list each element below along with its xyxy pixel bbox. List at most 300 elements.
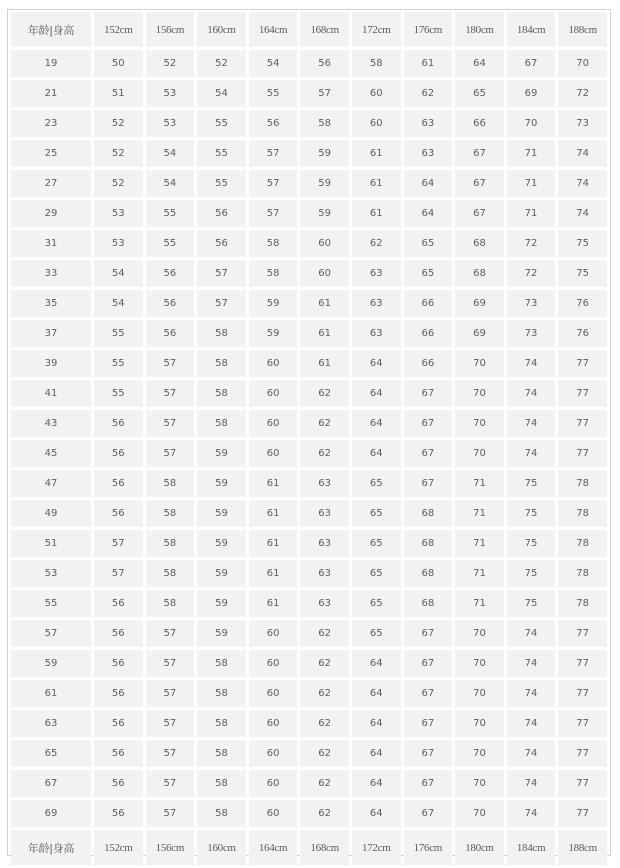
weight-cell: 64 xyxy=(352,350,401,377)
weight-cell: 71 xyxy=(507,170,556,197)
table-row xyxy=(11,200,607,227)
weight-cell: 56 xyxy=(94,470,143,497)
weight-cell: 63 xyxy=(352,290,401,317)
age-cell: 63 xyxy=(11,710,91,737)
weight-cell: 56 xyxy=(94,710,143,737)
weight-cell: 56 xyxy=(94,500,143,527)
weight-cell: 56 xyxy=(146,260,195,287)
weight-cell: 59 xyxy=(249,290,298,317)
age-cell: 39 xyxy=(11,350,91,377)
weight-cell: 61 xyxy=(300,290,349,317)
weight-cell: 61 xyxy=(300,350,349,377)
weight-cell: 66 xyxy=(404,290,453,317)
column-header: 184cm xyxy=(507,12,556,47)
age-cell: 69 xyxy=(11,800,91,827)
weight-cell: 61 xyxy=(249,530,298,557)
weight-cell: 62 xyxy=(300,380,349,407)
weight-cell: 61 xyxy=(249,560,298,587)
weight-cell: 60 xyxy=(249,380,298,407)
weight-cell: 57 xyxy=(146,800,195,827)
weight-cell: 70 xyxy=(455,440,504,467)
weight-cell: 55 xyxy=(146,230,195,257)
weight-cell: 64 xyxy=(455,50,504,77)
weight-cell: 60 xyxy=(300,230,349,257)
table-row xyxy=(11,320,607,347)
weight-cell: 56 xyxy=(94,650,143,677)
weight-cell: 67 xyxy=(404,800,453,827)
column-header: 176cm xyxy=(404,12,453,47)
weight-cell: 67 xyxy=(455,200,504,227)
column-footer: 180cm xyxy=(455,830,504,865)
weight-cell: 57 xyxy=(300,80,349,107)
footer-row xyxy=(11,830,607,865)
table-row xyxy=(11,140,607,167)
weight-cell: 67 xyxy=(455,140,504,167)
weight-cell: 56 xyxy=(300,50,349,77)
weight-height-table-container xyxy=(7,9,611,856)
weight-cell: 60 xyxy=(249,620,298,647)
weight-cell: 70 xyxy=(455,710,504,737)
weight-cell: 64 xyxy=(352,710,401,737)
weight-cell: 61 xyxy=(249,590,298,617)
weight-cell: 62 xyxy=(300,710,349,737)
weight-cell: 58 xyxy=(197,410,246,437)
weight-cell: 53 xyxy=(94,200,143,227)
weight-cell: 65 xyxy=(352,620,401,647)
weight-cell: 59 xyxy=(197,530,246,557)
weight-cell: 75 xyxy=(507,530,556,557)
weight-cell: 64 xyxy=(352,410,401,437)
weight-cell: 74 xyxy=(507,650,556,677)
weight-cell: 64 xyxy=(352,380,401,407)
weight-cell: 70 xyxy=(455,740,504,767)
table-row xyxy=(11,740,607,767)
weight-cell: 78 xyxy=(558,470,607,497)
weight-cell: 67 xyxy=(404,770,453,797)
weight-cell: 70 xyxy=(455,800,504,827)
table-row xyxy=(11,710,607,737)
weight-cell: 58 xyxy=(197,350,246,377)
age-cell: 29 xyxy=(11,200,91,227)
weight-cell: 58 xyxy=(146,500,195,527)
table-row xyxy=(11,470,607,497)
weight-cell: 78 xyxy=(558,500,607,527)
age-cell: 53 xyxy=(11,560,91,587)
age-cell: 65 xyxy=(11,740,91,767)
weight-cell: 60 xyxy=(249,680,298,707)
column-header: 172cm xyxy=(352,12,401,47)
weight-cell: 63 xyxy=(404,140,453,167)
weight-cell: 67 xyxy=(404,380,453,407)
age-cell: 45 xyxy=(11,440,91,467)
header-row xyxy=(11,12,607,47)
weight-cell: 77 xyxy=(558,410,607,437)
age-cell: 57 xyxy=(11,620,91,647)
table-row xyxy=(11,230,607,257)
table-row xyxy=(11,500,607,527)
weight-cell: 60 xyxy=(249,710,298,737)
weight-cell: 63 xyxy=(300,560,349,587)
weight-cell: 58 xyxy=(197,320,246,347)
weight-cell: 75 xyxy=(558,230,607,257)
weight-cell: 56 xyxy=(94,410,143,437)
weight-cell: 54 xyxy=(94,290,143,317)
weight-cell: 60 xyxy=(352,110,401,137)
age-cell: 23 xyxy=(11,110,91,137)
weight-cell: 58 xyxy=(249,260,298,287)
weight-cell: 59 xyxy=(300,140,349,167)
weight-cell: 57 xyxy=(197,260,246,287)
weight-cell: 61 xyxy=(300,320,349,347)
weight-cell: 64 xyxy=(352,800,401,827)
weight-cell: 54 xyxy=(146,140,195,167)
weight-cell: 59 xyxy=(197,500,246,527)
weight-cell: 68 xyxy=(404,530,453,557)
weight-cell: 73 xyxy=(507,290,556,317)
weight-cell: 55 xyxy=(197,140,246,167)
weight-cell: 64 xyxy=(352,440,401,467)
weight-cell: 59 xyxy=(300,200,349,227)
weight-cell: 74 xyxy=(507,770,556,797)
table-row xyxy=(11,800,607,827)
weight-cell: 65 xyxy=(352,500,401,527)
weight-cell: 70 xyxy=(455,410,504,437)
age-cell: 55 xyxy=(11,590,91,617)
weight-cell: 63 xyxy=(300,590,349,617)
weight-cell: 60 xyxy=(249,410,298,437)
weight-cell: 58 xyxy=(249,230,298,257)
age-cell: 33 xyxy=(11,260,91,287)
weight-cell: 64 xyxy=(352,770,401,797)
weight-cell: 71 xyxy=(507,140,556,167)
weight-cell: 65 xyxy=(404,260,453,287)
table-row xyxy=(11,110,607,137)
weight-cell: 71 xyxy=(455,470,504,497)
weight-cell: 75 xyxy=(507,470,556,497)
weight-cell: 60 xyxy=(249,650,298,677)
column-footer: 172cm xyxy=(352,830,401,865)
weight-cell: 65 xyxy=(455,80,504,107)
age-cell: 31 xyxy=(11,230,91,257)
table-row xyxy=(11,290,607,317)
weight-cell: 56 xyxy=(94,590,143,617)
weight-cell: 58 xyxy=(146,470,195,497)
weight-cell: 59 xyxy=(197,470,246,497)
table-row xyxy=(11,380,607,407)
weight-cell: 56 xyxy=(146,290,195,317)
weight-cell: 53 xyxy=(146,110,195,137)
weight-cell: 75 xyxy=(507,560,556,587)
weight-cell: 63 xyxy=(352,260,401,287)
table-row xyxy=(11,170,607,197)
weight-cell: 67 xyxy=(404,410,453,437)
weight-cell: 69 xyxy=(455,290,504,317)
weight-cell: 64 xyxy=(404,170,453,197)
weight-cell: 57 xyxy=(146,740,195,767)
weight-cell: 61 xyxy=(249,470,298,497)
age-cell: 51 xyxy=(11,530,91,557)
weight-cell: 77 xyxy=(558,380,607,407)
weight-cell: 57 xyxy=(146,710,195,737)
weight-cell: 70 xyxy=(455,380,504,407)
weight-cell: 61 xyxy=(352,140,401,167)
weight-cell: 60 xyxy=(249,740,298,767)
column-footer: 152cm xyxy=(94,830,143,865)
weight-cell: 78 xyxy=(558,530,607,557)
weight-cell: 70 xyxy=(455,770,504,797)
weight-cell: 58 xyxy=(197,770,246,797)
weight-cell: 61 xyxy=(249,500,298,527)
weight-cell: 75 xyxy=(507,500,556,527)
column-footer: 160cm xyxy=(197,830,246,865)
weight-cell: 67 xyxy=(404,710,453,737)
weight-cell: 52 xyxy=(146,50,195,77)
corner-footer: 年龄|身高 xyxy=(11,830,91,865)
weight-cell: 70 xyxy=(507,110,556,137)
weight-cell: 77 xyxy=(558,710,607,737)
weight-cell: 67 xyxy=(404,470,453,497)
weight-cell: 69 xyxy=(455,320,504,347)
weight-cell: 56 xyxy=(146,320,195,347)
weight-cell: 54 xyxy=(94,260,143,287)
weight-cell: 55 xyxy=(249,80,298,107)
table-row xyxy=(11,80,607,107)
weight-cell: 54 xyxy=(197,80,246,107)
weight-cell: 74 xyxy=(507,740,556,767)
weight-cell: 55 xyxy=(94,380,143,407)
weight-cell: 72 xyxy=(558,80,607,107)
age-cell: 37 xyxy=(11,320,91,347)
weight-cell: 67 xyxy=(404,650,453,677)
weight-cell: 63 xyxy=(300,530,349,557)
table-row xyxy=(11,560,607,587)
age-cell: 47 xyxy=(11,470,91,497)
weight-cell: 65 xyxy=(404,230,453,257)
weight-cell: 63 xyxy=(300,500,349,527)
column-header: 164cm xyxy=(249,12,298,47)
weight-cell: 77 xyxy=(558,680,607,707)
weight-cell: 65 xyxy=(352,470,401,497)
weight-cell: 55 xyxy=(197,170,246,197)
column-footer: 184cm xyxy=(507,830,556,865)
corner-header: 年龄|身高 xyxy=(11,12,91,47)
weight-cell: 57 xyxy=(94,560,143,587)
table-row xyxy=(11,590,607,617)
weight-cell: 53 xyxy=(146,80,195,107)
weight-cell: 56 xyxy=(249,110,298,137)
weight-cell: 77 xyxy=(558,740,607,767)
table-row xyxy=(11,410,607,437)
weight-cell: 70 xyxy=(455,680,504,707)
weight-cell: 60 xyxy=(249,770,298,797)
weight-cell: 60 xyxy=(249,800,298,827)
weight-cell: 60 xyxy=(352,80,401,107)
weight-cell: 77 xyxy=(558,770,607,797)
weight-cell: 72 xyxy=(507,230,556,257)
weight-cell: 57 xyxy=(146,410,195,437)
table-row xyxy=(11,440,607,467)
weight-cell: 77 xyxy=(558,800,607,827)
weight-cell: 74 xyxy=(558,170,607,197)
weight-cell: 74 xyxy=(558,140,607,167)
weight-cell: 57 xyxy=(146,680,195,707)
weight-cell: 66 xyxy=(455,110,504,137)
weight-cell: 60 xyxy=(249,440,298,467)
weight-cell: 57 xyxy=(249,140,298,167)
weight-cell: 58 xyxy=(300,110,349,137)
weight-cell: 52 xyxy=(197,50,246,77)
weight-cell: 62 xyxy=(300,620,349,647)
column-header: 188cm xyxy=(558,12,607,47)
weight-cell: 67 xyxy=(455,170,504,197)
weight-cell: 66 xyxy=(404,320,453,347)
weight-cell: 58 xyxy=(146,590,195,617)
weight-cell: 62 xyxy=(300,440,349,467)
weight-cell: 72 xyxy=(507,260,556,287)
weight-cell: 56 xyxy=(197,230,246,257)
weight-cell: 69 xyxy=(507,80,556,107)
weight-cell: 74 xyxy=(507,710,556,737)
age-cell: 25 xyxy=(11,140,91,167)
weight-cell: 53 xyxy=(94,230,143,257)
weight-cell: 68 xyxy=(455,260,504,287)
weight-cell: 68 xyxy=(404,500,453,527)
weight-cell: 65 xyxy=(352,560,401,587)
weight-cell: 57 xyxy=(249,170,298,197)
weight-cell: 74 xyxy=(507,380,556,407)
weight-cell: 57 xyxy=(146,350,195,377)
weight-cell: 64 xyxy=(352,740,401,767)
weight-cell: 62 xyxy=(300,650,349,677)
weight-cell: 76 xyxy=(558,320,607,347)
weight-cell: 70 xyxy=(455,650,504,677)
weight-cell: 74 xyxy=(507,680,556,707)
column-header: 152cm xyxy=(94,12,143,47)
weight-cell: 61 xyxy=(404,50,453,77)
weight-cell: 52 xyxy=(94,170,143,197)
weight-cell: 67 xyxy=(404,440,453,467)
weight-cell: 56 xyxy=(94,620,143,647)
weight-cell: 74 xyxy=(507,620,556,647)
weight-cell: 57 xyxy=(146,650,195,677)
column-header: 168cm xyxy=(300,12,349,47)
weight-cell: 56 xyxy=(197,200,246,227)
weight-cell: 66 xyxy=(404,350,453,377)
weight-cell: 60 xyxy=(249,350,298,377)
column-header: 180cm xyxy=(455,12,504,47)
age-cell: 41 xyxy=(11,380,91,407)
weight-cell: 58 xyxy=(352,50,401,77)
weight-cell: 64 xyxy=(352,680,401,707)
weight-cell: 71 xyxy=(455,590,504,617)
weight-cell: 78 xyxy=(558,560,607,587)
table-row xyxy=(11,680,607,707)
weight-cell: 56 xyxy=(94,770,143,797)
table-row xyxy=(11,50,607,77)
column-footer: 168cm xyxy=(300,830,349,865)
weight-cell: 78 xyxy=(558,590,607,617)
weight-cell: 55 xyxy=(94,320,143,347)
weight-cell: 74 xyxy=(507,350,556,377)
weight-cell: 55 xyxy=(197,110,246,137)
weight-cell: 50 xyxy=(94,50,143,77)
weight-cell: 58 xyxy=(197,380,246,407)
weight-cell: 63 xyxy=(300,470,349,497)
table-row xyxy=(11,350,607,377)
table-row xyxy=(11,650,607,677)
weight-cell: 54 xyxy=(146,170,195,197)
weight-cell: 62 xyxy=(300,740,349,767)
weight-height-table xyxy=(8,9,610,868)
age-cell: 27 xyxy=(11,170,91,197)
weight-cell: 52 xyxy=(94,110,143,137)
weight-cell: 57 xyxy=(146,440,195,467)
weight-cell: 63 xyxy=(352,320,401,347)
weight-cell: 67 xyxy=(404,680,453,707)
weight-cell: 61 xyxy=(352,170,401,197)
weight-cell: 62 xyxy=(300,410,349,437)
weight-cell: 58 xyxy=(146,560,195,587)
weight-cell: 56 xyxy=(94,440,143,467)
weight-cell: 55 xyxy=(146,200,195,227)
age-cell: 49 xyxy=(11,500,91,527)
weight-cell: 62 xyxy=(352,230,401,257)
weight-cell: 76 xyxy=(558,290,607,317)
weight-cell: 68 xyxy=(455,230,504,257)
weight-cell: 57 xyxy=(94,530,143,557)
age-cell: 21 xyxy=(11,80,91,107)
weight-cell: 71 xyxy=(455,500,504,527)
table-body xyxy=(11,50,607,827)
age-cell: 19 xyxy=(11,50,91,77)
weight-cell: 71 xyxy=(455,560,504,587)
weight-cell: 70 xyxy=(558,50,607,77)
weight-cell: 77 xyxy=(558,350,607,377)
age-cell: 35 xyxy=(11,290,91,317)
column-header: 160cm xyxy=(197,12,246,47)
weight-cell: 64 xyxy=(404,200,453,227)
weight-cell: 71 xyxy=(507,200,556,227)
weight-cell: 62 xyxy=(404,80,453,107)
weight-cell: 59 xyxy=(249,320,298,347)
weight-cell: 51 xyxy=(94,80,143,107)
weight-cell: 74 xyxy=(558,200,607,227)
weight-cell: 77 xyxy=(558,650,607,677)
weight-cell: 67 xyxy=(507,50,556,77)
column-footer: 176cm xyxy=(404,830,453,865)
weight-cell: 60 xyxy=(300,260,349,287)
weight-cell: 77 xyxy=(558,620,607,647)
weight-cell: 74 xyxy=(507,410,556,437)
weight-cell: 70 xyxy=(455,620,504,647)
weight-cell: 74 xyxy=(507,440,556,467)
table-row xyxy=(11,530,607,557)
weight-cell: 74 xyxy=(507,800,556,827)
weight-cell: 67 xyxy=(404,740,453,767)
weight-cell: 71 xyxy=(455,530,504,557)
weight-cell: 62 xyxy=(300,770,349,797)
weight-cell: 57 xyxy=(146,770,195,797)
age-cell: 67 xyxy=(11,770,91,797)
weight-cell: 56 xyxy=(94,680,143,707)
weight-cell: 57 xyxy=(146,380,195,407)
weight-cell: 52 xyxy=(94,140,143,167)
weight-cell: 67 xyxy=(404,620,453,647)
column-header: 156cm xyxy=(146,12,195,47)
table-row xyxy=(11,260,607,287)
weight-cell: 55 xyxy=(94,350,143,377)
weight-cell: 68 xyxy=(404,560,453,587)
